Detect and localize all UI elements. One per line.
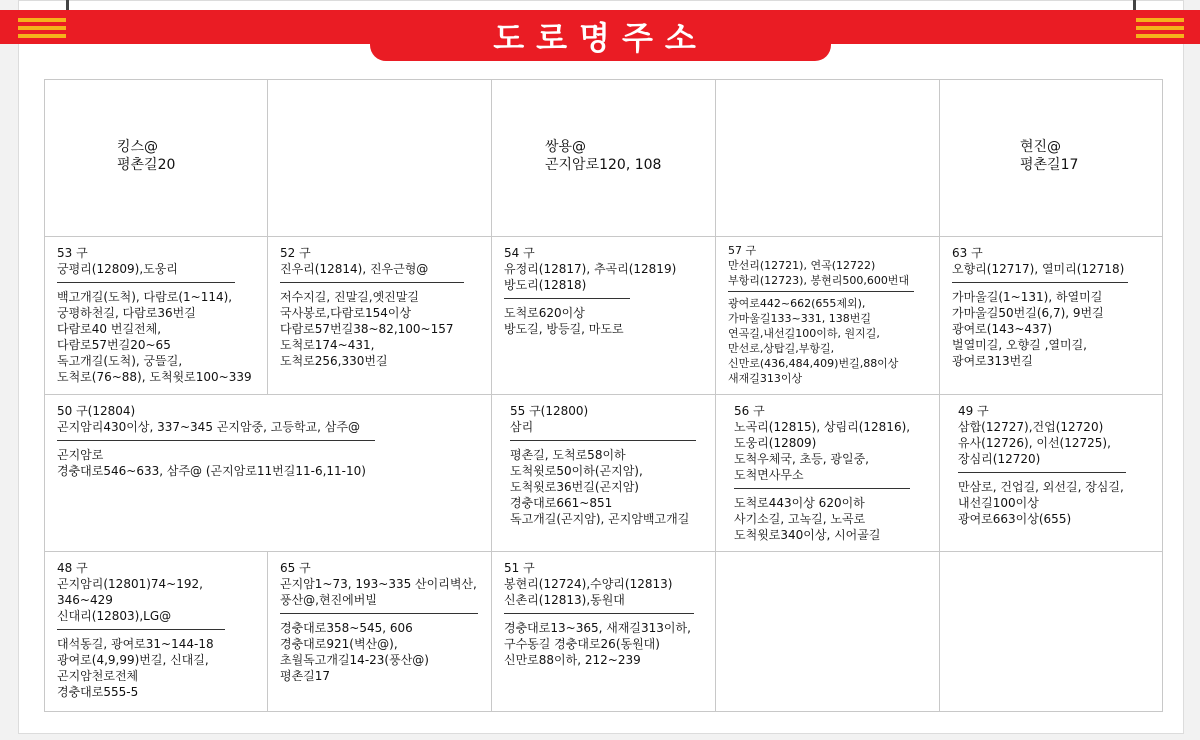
road-line: 평촌길17: [280, 669, 331, 683]
road-line: 경충대로555-5: [57, 685, 139, 699]
district-area: 진우리(12814), 진우근형@: [280, 262, 429, 276]
header-cell: [268, 80, 492, 237]
district-number: 50 구(12804): [57, 404, 136, 418]
district-row: [45, 237, 1163, 395]
road-line: 다람로57번길20~65: [57, 338, 171, 352]
district-area: 유사(12726), 이선(12725),: [958, 436, 1111, 450]
district-cell-53: [45, 237, 268, 395]
road-line: 도척로(76~88), 도척윗로100~339: [57, 370, 252, 384]
district-number: 51 구: [504, 561, 535, 575]
binder-tick: [1133, 0, 1136, 10]
road-line: 사기소길, 고녹길, 노곡로: [734, 512, 866, 526]
stripe-decoration-left: [18, 18, 66, 38]
road-line: 도척로443이상 620이하: [734, 496, 865, 510]
header-cell: [716, 80, 940, 237]
page-title: 도로명주소: [493, 18, 708, 57]
empty-cell: [716, 552, 940, 712]
district-number: 52 구: [280, 246, 311, 260]
road-line: 독고개길(도척), 궁뜰길,: [57, 354, 183, 368]
road-line: 내선길100이상: [958, 496, 1039, 510]
district-area: 곤지암리(12801)74~192,: [57, 577, 203, 591]
road-line: 새재길313이상: [728, 372, 803, 385]
district-number: 65 구: [280, 561, 311, 575]
road-line: 광여로442~662(655제외),: [728, 297, 866, 310]
district-area: 곤지암1~73, 193~335 산이리벽산,: [280, 577, 477, 591]
district-cell-52: [268, 237, 492, 395]
district-cell-55: [492, 395, 716, 552]
road-line: 궁평하천길, 다람로36번길: [57, 306, 196, 320]
road-line: 광여로663이상(655): [958, 512, 1072, 526]
district-cell-56: [716, 395, 940, 552]
district-cell-48: [45, 552, 268, 712]
road-line: 벌열미길, 오향길 ,열미길,: [952, 338, 1087, 352]
road-line: 만삼로, 건업길, 외선길, 장심길,: [958, 480, 1124, 494]
road-line: 경충대로921(벽산@),: [280, 637, 398, 651]
road-line: 연곡길,내선길100이하, 원지길,: [728, 327, 880, 340]
road-line: 구수동길 경충대로26(동원대): [504, 637, 660, 651]
road-line: 저수지길, 진말길,옛진말길: [280, 290, 419, 304]
district-area: 신촌리(12813),동원대: [504, 593, 625, 607]
road-line: 경충대로13~365, 새재길313이하,: [504, 621, 691, 635]
road-line: 경충대로546~633, 삼주@ (곤지암로11번길11-6,11-10): [57, 464, 366, 478]
district-area: 풍산@,현진에버빌: [280, 593, 377, 607]
road-line: 도척윗로340이상, 시어골길: [734, 528, 881, 542]
road-line: 가마울길133~331, 138번길: [728, 312, 871, 325]
district-area: 삼리: [510, 420, 534, 434]
separator-line: [510, 440, 696, 441]
district-area: 노곡리(12815), 상림리(12816),: [734, 420, 911, 434]
road-line: 신만로(436,484,409)번길,88이상: [728, 357, 899, 370]
road-line: 초월독고개길14-23(풍산@): [280, 653, 429, 667]
building-name: 킹스@: [117, 139, 159, 155]
separator-line: [504, 298, 630, 299]
road-line: 광여로313번길: [952, 354, 1033, 368]
district-cell-51: [492, 552, 716, 712]
road-line: 곤지암천로전체: [57, 669, 139, 683]
district-area: 만선리(12721), 연곡(12722): [728, 259, 876, 272]
district-area: 도웅리(12809): [734, 436, 817, 450]
district-area: 봉현리(12724),수양리(12813): [504, 577, 673, 591]
district-area: 도척우체국, 초등, 광일중,: [734, 452, 869, 466]
district-area: 궁평리(12809),도웅리: [57, 262, 178, 276]
road-line: 광여로(143~437): [952, 322, 1053, 336]
road-line: 대석동길, 광여로31~144-18: [57, 637, 214, 651]
separator-line: [734, 488, 910, 489]
district-cell-50: [45, 395, 492, 552]
district-number: 49 구: [958, 404, 989, 418]
district-area: 신대리(12803),LG@: [57, 609, 172, 623]
separator-line: [728, 291, 914, 292]
road-line: 평촌길, 도척로58이하: [510, 448, 626, 462]
district-area: 유정리(12817), 추곡리(12819): [504, 262, 677, 276]
separator-line: [57, 629, 225, 630]
district-area: 도척면사무소: [734, 468, 804, 482]
district-cell-57: [716, 237, 940, 395]
separator-line: [958, 472, 1126, 473]
district-number: 53 구: [57, 246, 88, 260]
binder-tick: [66, 0, 69, 10]
separator-line: [57, 282, 235, 283]
road-line: 곤지암로: [57, 448, 104, 462]
stripe-decoration-right: [1136, 18, 1184, 38]
road-line: 경충대로358~545, 606: [280, 621, 413, 635]
header-cell: [45, 80, 268, 237]
district-row: [45, 395, 1163, 552]
title-tab: [370, 10, 831, 61]
building-address: 평촌길17: [1020, 157, 1079, 173]
road-line: 도척로620이상: [504, 306, 585, 320]
road-line: 만선로,상탑길,부항길,: [728, 342, 835, 355]
road-line: 도척로256,330번길: [280, 354, 388, 368]
separator-line: [504, 613, 694, 614]
district-cell-49: [940, 395, 1163, 552]
road-line: 신만로88이하, 212~239: [504, 653, 641, 667]
road-line: 국사봉로,다람로154이상: [280, 306, 412, 320]
empty-cell: [940, 552, 1163, 712]
district-number: 48 구: [57, 561, 88, 575]
building-address: 평촌길20: [117, 157, 176, 173]
road-line: 백고개길(도척), 다람로(1~114),: [57, 290, 233, 304]
road-line: 다람로40 번길전체,: [57, 322, 162, 336]
road-line: 도척윗로36번길(곤지암): [510, 480, 639, 494]
separator-line: [57, 440, 375, 441]
district-area: 방도리(12818): [504, 278, 587, 292]
road-line: 가마울길50번길(6,7), 9번길: [952, 306, 1104, 320]
road-line: 경충대로661~851: [510, 496, 613, 510]
road-line: 다람로57번길38~82,100~157: [280, 322, 454, 336]
separator-line: [280, 282, 464, 283]
road-line: 도척로174~431,: [280, 338, 375, 352]
district-row: [45, 552, 1163, 712]
district-area: 장심리(12720): [958, 452, 1041, 466]
district-number: 57 구: [728, 244, 757, 257]
header-cell: [492, 80, 716, 237]
address-table: [44, 79, 1163, 712]
road-line: 광여로(4,9,99)번길, 신대길,: [57, 653, 209, 667]
road-line: 도척윗로50이하(곤지암),: [510, 464, 643, 478]
district-area: 346~429: [57, 593, 113, 607]
separator-line: [280, 613, 478, 614]
district-number: 54 구: [504, 246, 535, 260]
district-area: 삼합(12727),건업(12720): [958, 420, 1104, 434]
road-line: 가마울길(1~131), 하열미길: [952, 290, 1103, 304]
building-name: 쌍용@: [545, 139, 587, 155]
building-address: 곤지암로120, 108: [545, 157, 662, 173]
district-area: 곤지암리430이상, 337~345 곤지암중, 고등학교, 삼주@: [57, 420, 360, 434]
road-line: 독고개길(곤지암), 곤지암백고개길: [510, 512, 690, 526]
district-area: 오향리(12717), 열미리(12718): [952, 262, 1125, 276]
separator-line: [952, 282, 1128, 283]
header-cell: [940, 80, 1163, 237]
district-number: 56 구: [734, 404, 765, 418]
district-number: 63 구: [952, 246, 983, 260]
district-cell-65: [268, 552, 492, 712]
district-cell-54: [492, 237, 716, 395]
district-number: 55 구(12800): [510, 404, 589, 418]
district-area: 부항리(12723), 봉현리500,600번대: [728, 274, 910, 287]
district-cell-63: [940, 237, 1163, 395]
header-row: [45, 80, 1163, 237]
building-name: 현진@: [1020, 139, 1062, 155]
road-line: 방도길, 방등길, 마도로: [504, 322, 624, 336]
